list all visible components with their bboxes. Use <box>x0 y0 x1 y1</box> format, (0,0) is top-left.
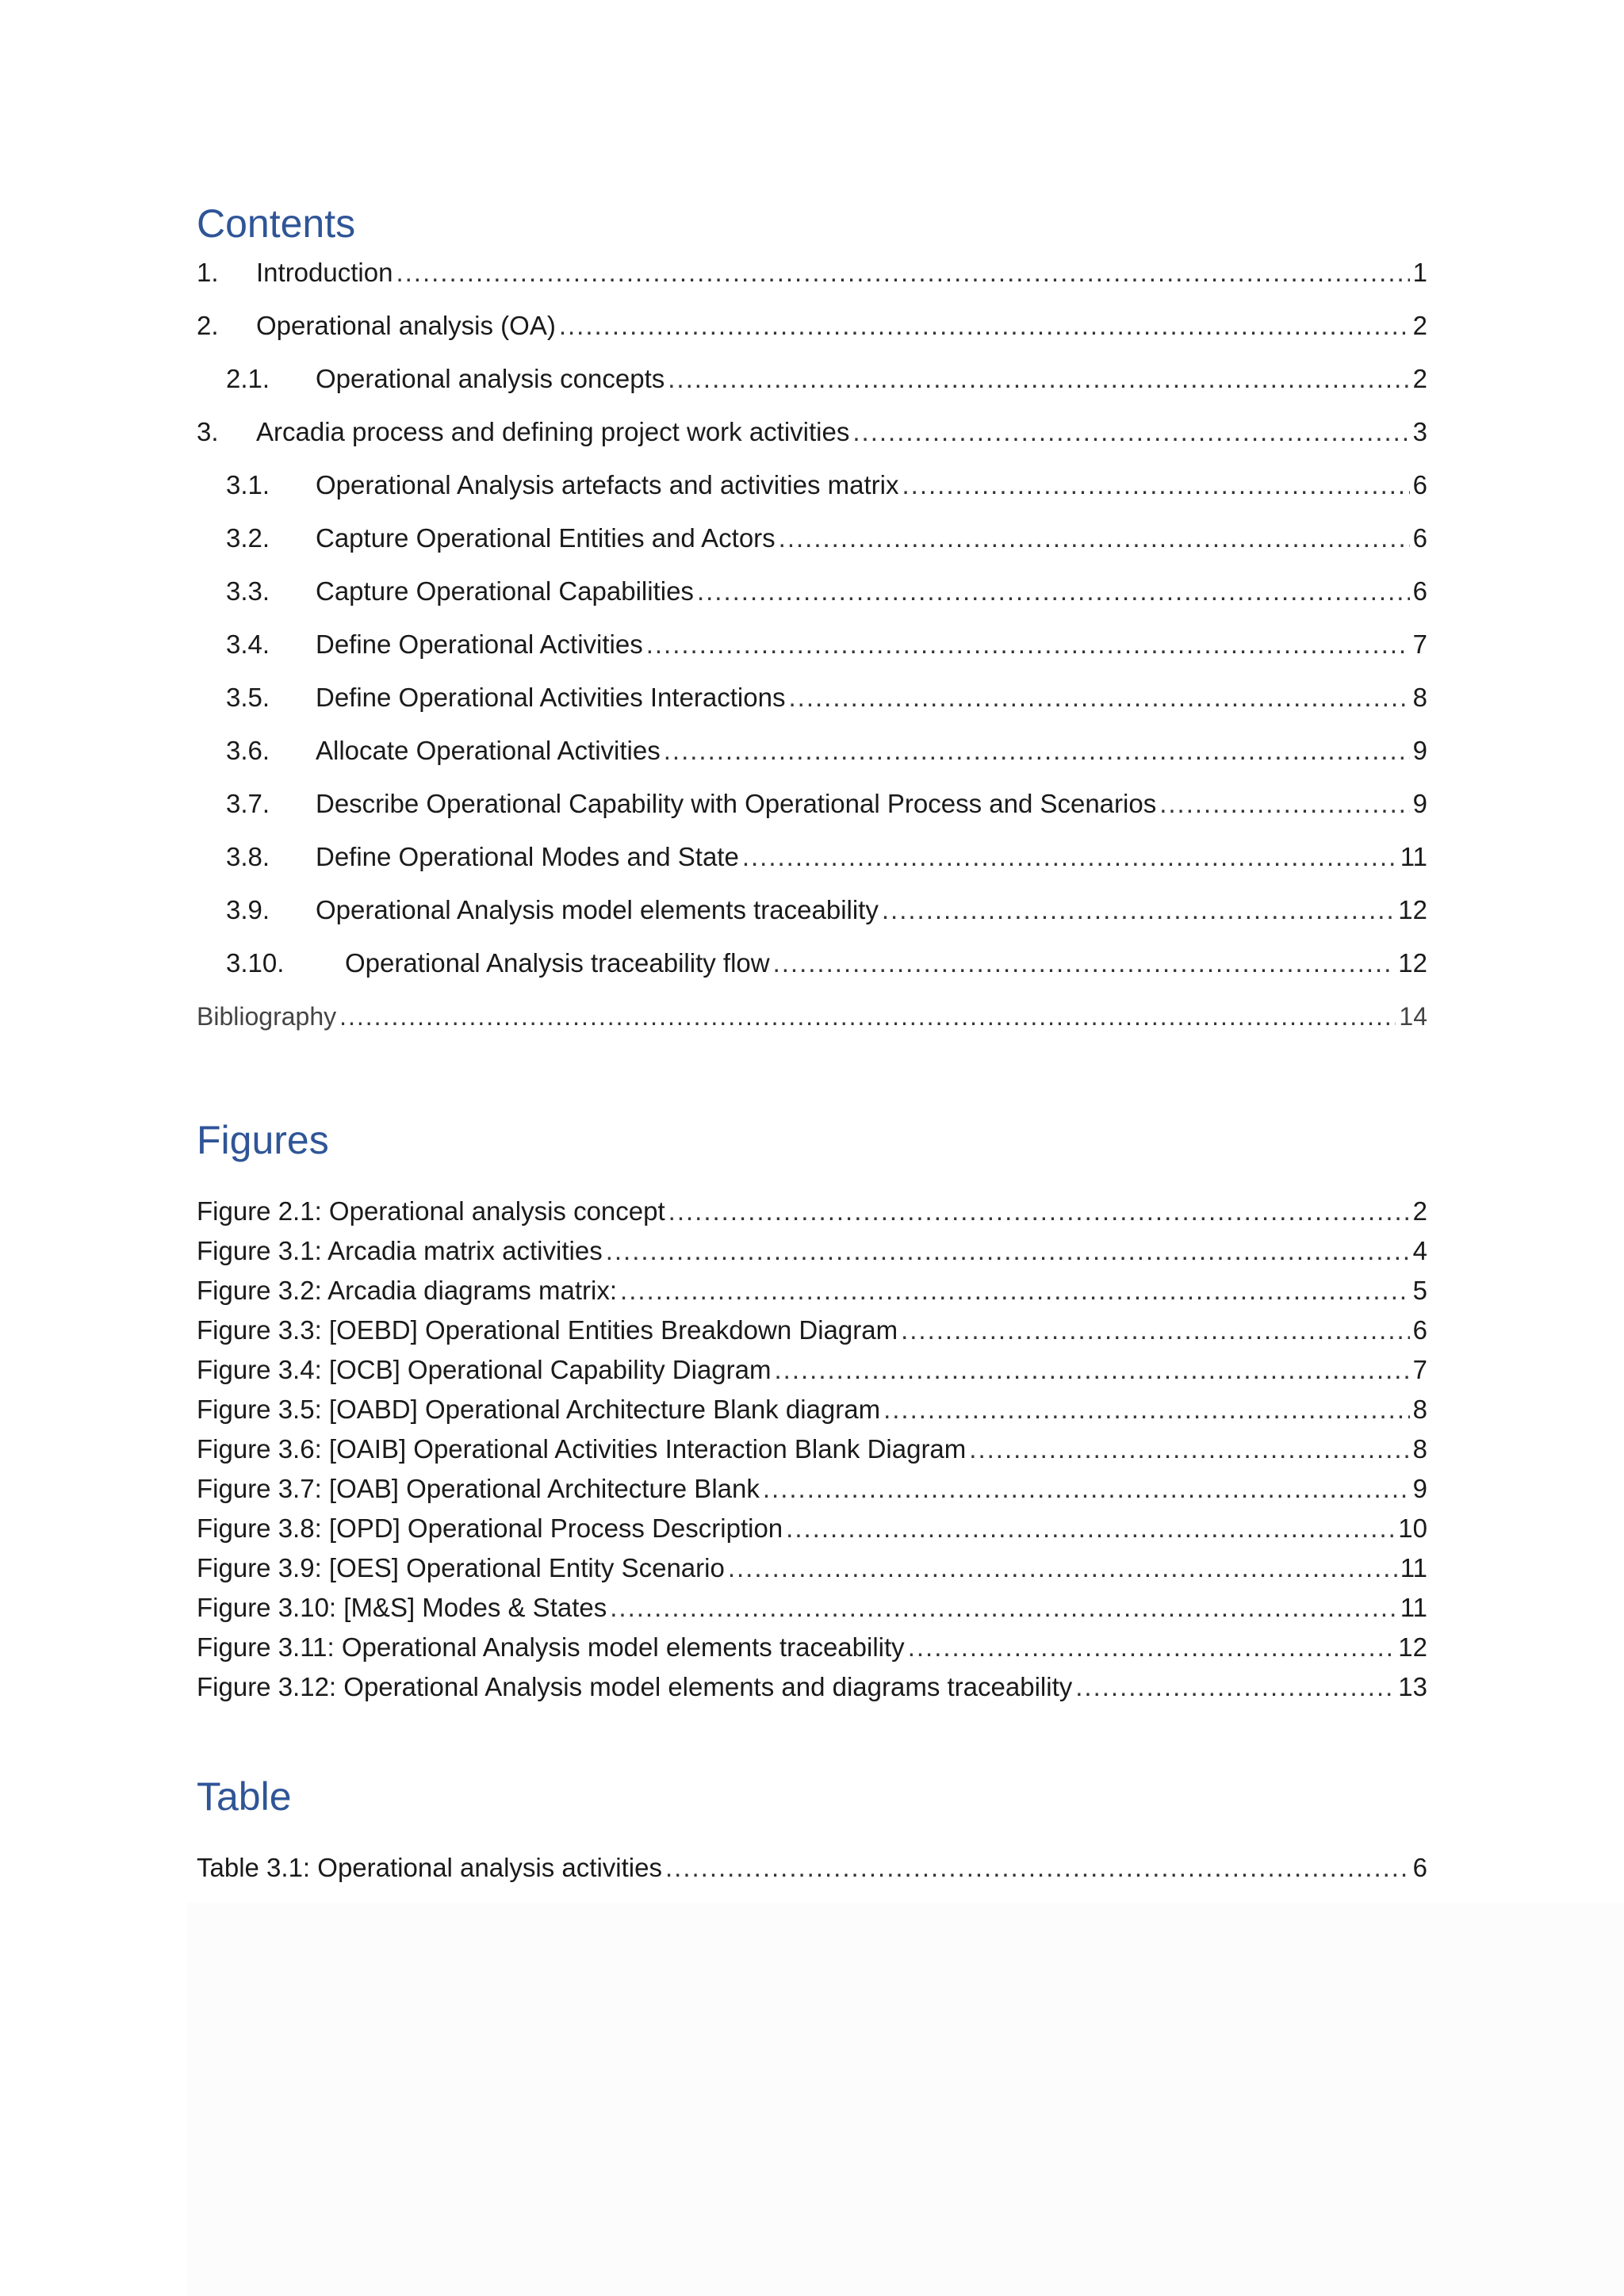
dot-leader <box>883 1392 1410 1427</box>
dot-leader <box>646 627 1410 662</box>
toc-entry-page: 9 <box>1412 789 1427 818</box>
toc-entry[interactable] <box>226 627 1427 662</box>
figure-entry-title: Figure 3.6: [OAIB] Operational Activities Interaction Blank Diagram <box>197 1434 967 1464</box>
toc-entry-page: 7 <box>1412 629 1427 659</box>
figure-entry-title: Figure 3.8: [OPD] Operational Process Description <box>197 1513 783 1543</box>
figure-entry-title: Figure 3.7: [OAB] Operational Architecture Blank <box>197 1474 760 1503</box>
figure-entry-page: 8 <box>1412 1434 1427 1464</box>
toc-entry[interactable] <box>226 786 1427 821</box>
toc-entry-title: Operational Analysis artefacts and activities matrix <box>316 470 899 499</box>
toc-entry-page: 2 <box>1412 364 1427 393</box>
figure-entry-page: 6 <box>1412 1315 1427 1345</box>
figure-entry-title: Figure 3.4: [OCB] Operational Capability Diagram <box>197 1355 772 1384</box>
toc-entry-title: Operational Analysis model elements traceability <box>316 895 879 924</box>
dot-leader <box>763 1471 1410 1506</box>
toc-entry-title: Define Operational Activities <box>316 629 643 659</box>
table-heading: Table <box>197 1774 292 1819</box>
toc-entry-number: 3.7. <box>226 789 270 818</box>
toc-entry-page: 12 <box>1398 948 1427 978</box>
figure-entry-title: Figure 3.1: Arcadia matrix activities <box>197 1236 603 1265</box>
table-entry-page: 6 <box>1412 1853 1427 1882</box>
toc-entry[interactable] <box>226 946 1427 981</box>
toc-entry-title: Capture Operational Entities and Actors <box>316 523 776 553</box>
dot-leader <box>969 1432 1409 1467</box>
dot-leader <box>773 946 1396 981</box>
figure-entry[interactable] <box>197 1430 1427 1467</box>
figure-entry[interactable] <box>197 1232 1427 1269</box>
toc-entry-number: 3.6. <box>226 736 270 765</box>
toc-entry-number: 3.9. <box>226 895 270 924</box>
figure-entry-page: 11 <box>1400 1593 1427 1622</box>
toc-entry-title: Allocate Operational Activities <box>316 736 661 765</box>
dot-leader <box>742 840 1397 874</box>
toc-entry-page: 3 <box>1412 417 1427 446</box>
table-entry-title: Table 3.1: Operational analysis activities <box>197 1853 662 1882</box>
dot-leader <box>788 680 1409 715</box>
figure-entry-title: Figure 3.9: [OES] Operational Entity Scenario <box>197 1553 725 1582</box>
toc-entry-number: 3.2. <box>226 523 270 553</box>
toc-entry-number: 3. <box>197 417 219 446</box>
toc-entry-page: 12 <box>1398 895 1427 924</box>
figure-entry[interactable] <box>197 1668 1427 1705</box>
figure-entry[interactable] <box>197 1510 1427 1546</box>
figure-entry-page: 11 <box>1400 1553 1427 1582</box>
toc-entry-page: 6 <box>1412 523 1427 553</box>
figure-entry[interactable] <box>197 1589 1427 1625</box>
toc-entry[interactable] <box>226 840 1427 874</box>
dot-leader <box>908 1630 1396 1665</box>
table-entry[interactable] <box>197 1849 1427 1885</box>
toc-entry-number: 3.4. <box>226 629 270 659</box>
dot-leader <box>786 1511 1395 1546</box>
toc-entry-title: Introduction <box>256 258 393 287</box>
dot-leader <box>396 255 1409 290</box>
toc-entry-number: 2.1. <box>226 364 270 393</box>
figure-entry[interactable] <box>197 1192 1427 1229</box>
toc-entry[interactable] <box>226 733 1427 768</box>
figure-entry[interactable] <box>197 1470 1427 1506</box>
figure-entry-page: 12 <box>1398 1632 1427 1662</box>
dot-leader <box>1159 786 1409 821</box>
contents-heading: Contents <box>197 201 356 246</box>
dot-leader <box>902 468 1410 503</box>
dot-leader <box>697 574 1410 609</box>
toc-entry-number: 3.8. <box>226 842 270 871</box>
dot-leader <box>1075 1670 1395 1705</box>
dot-leader <box>606 1234 1410 1269</box>
toc-entry-title: Capture Operational Capabilities <box>316 576 694 606</box>
toc-entry[interactable] <box>226 574 1427 609</box>
toc-entry-page: 6 <box>1412 576 1427 606</box>
dot-leader <box>620 1273 1410 1308</box>
toc-entry-page: 8 <box>1412 683 1427 712</box>
dot-leader <box>882 893 1395 928</box>
figure-entry-page: 7 <box>1412 1355 1427 1384</box>
figure-entry[interactable] <box>197 1272 1427 1308</box>
figure-entry-title: Figure 3.10: [M&S] Modes & States <box>197 1593 607 1622</box>
toc-entry-page: 6 <box>1412 470 1427 499</box>
dot-leader <box>339 999 1396 1034</box>
toc-entry-number: 3.5. <box>226 683 270 712</box>
dot-leader <box>610 1590 1396 1625</box>
toc-entry-title: Operational analysis concepts <box>316 364 665 393</box>
toc-entry-title: Bibliography <box>197 1002 337 1031</box>
figure-entry-title: Figure 3.5: [OABD] Operational Architecture Blank diagram <box>197 1395 881 1424</box>
dot-leader <box>668 362 1409 396</box>
figure-entry-title: Figure 3.11: Operational Analysis model elements traceability <box>197 1632 905 1662</box>
toc-entry-number: 1. <box>197 258 219 287</box>
dot-leader <box>664 733 1410 768</box>
toc-entry[interactable] <box>226 893 1427 928</box>
toc-entry-number: 3.1. <box>226 470 270 499</box>
toc-entry-title: Describe Operational Capability with Operational Process and Scenarios <box>316 789 1157 818</box>
toc-entry-number: 3.10. <box>226 948 285 978</box>
toc-entry-title: Define Operational Modes and State <box>316 842 739 871</box>
figure-entry[interactable] <box>197 1351 1427 1387</box>
toc-entry[interactable] <box>197 255 1427 290</box>
toc-entry-title: Operational Analysis traceability flow <box>345 948 770 978</box>
toc-entry-page: 1 <box>1412 258 1427 287</box>
dot-leader <box>665 1850 1410 1885</box>
figure-entry-page: 4 <box>1412 1236 1427 1265</box>
figures-heading: Figures <box>197 1118 329 1162</box>
dot-leader <box>728 1551 1397 1586</box>
figure-entry-page: 5 <box>1412 1276 1427 1305</box>
figure-entry-page: 10 <box>1398 1513 1427 1543</box>
dot-leader <box>668 1194 1410 1229</box>
figure-entry-title: Figure 2.1: Operational analysis concept <box>197 1196 665 1226</box>
page-shade <box>187 1903 1624 2296</box>
figure-entry-title: Figure 3.2: Arcadia diagrams matrix: <box>197 1276 618 1305</box>
toc-entry-number: 3.3. <box>226 576 270 606</box>
figure-entry-title: Figure 3.12: Operational Analysis model elements and diagrams traceability <box>197 1672 1073 1701</box>
figure-entry-title: Figure 3.3: [OEBD] Operational Entities Breakdown Diagram <box>197 1315 898 1345</box>
toc-entry-title: Arcadia process and defining project work activities <box>256 417 850 446</box>
toc-entry-page: 14 <box>1399 1002 1427 1031</box>
dot-leader <box>775 1353 1410 1387</box>
toc-entry[interactable] <box>197 308 1427 343</box>
figure-entry-page: 2 <box>1412 1196 1427 1226</box>
toc-entry-bibliography[interactable] <box>197 999 1427 1034</box>
toc-entry-title: Define Operational Activities Interactions <box>316 683 786 712</box>
toc-entry[interactable] <box>226 468 1427 503</box>
toc-entry[interactable] <box>226 521 1427 556</box>
toc-entry[interactable] <box>226 680 1427 715</box>
toc-entry[interactable] <box>226 362 1427 396</box>
dot-leader <box>779 521 1410 556</box>
dot-leader <box>559 308 1410 343</box>
toc-entry-page: 11 <box>1400 842 1427 871</box>
toc-entry[interactable] <box>197 415 1427 450</box>
toc-entry-page: 2 <box>1412 311 1427 340</box>
figure-entry[interactable] <box>197 1311 1427 1348</box>
figure-entry[interactable] <box>197 1391 1427 1427</box>
figure-entry[interactable] <box>197 1628 1427 1665</box>
figure-entry-page: 13 <box>1398 1672 1427 1701</box>
toc-entry-title: Operational analysis (OA) <box>256 311 556 340</box>
toc-entry-page: 9 <box>1412 736 1427 765</box>
dot-leader <box>901 1313 1410 1348</box>
figure-entry-page: 9 <box>1412 1474 1427 1503</box>
figure-entry[interactable] <box>197 1549 1427 1586</box>
dot-leader <box>852 415 1409 450</box>
toc-entry-number: 2. <box>197 311 219 340</box>
figure-entry-page: 8 <box>1412 1395 1427 1424</box>
